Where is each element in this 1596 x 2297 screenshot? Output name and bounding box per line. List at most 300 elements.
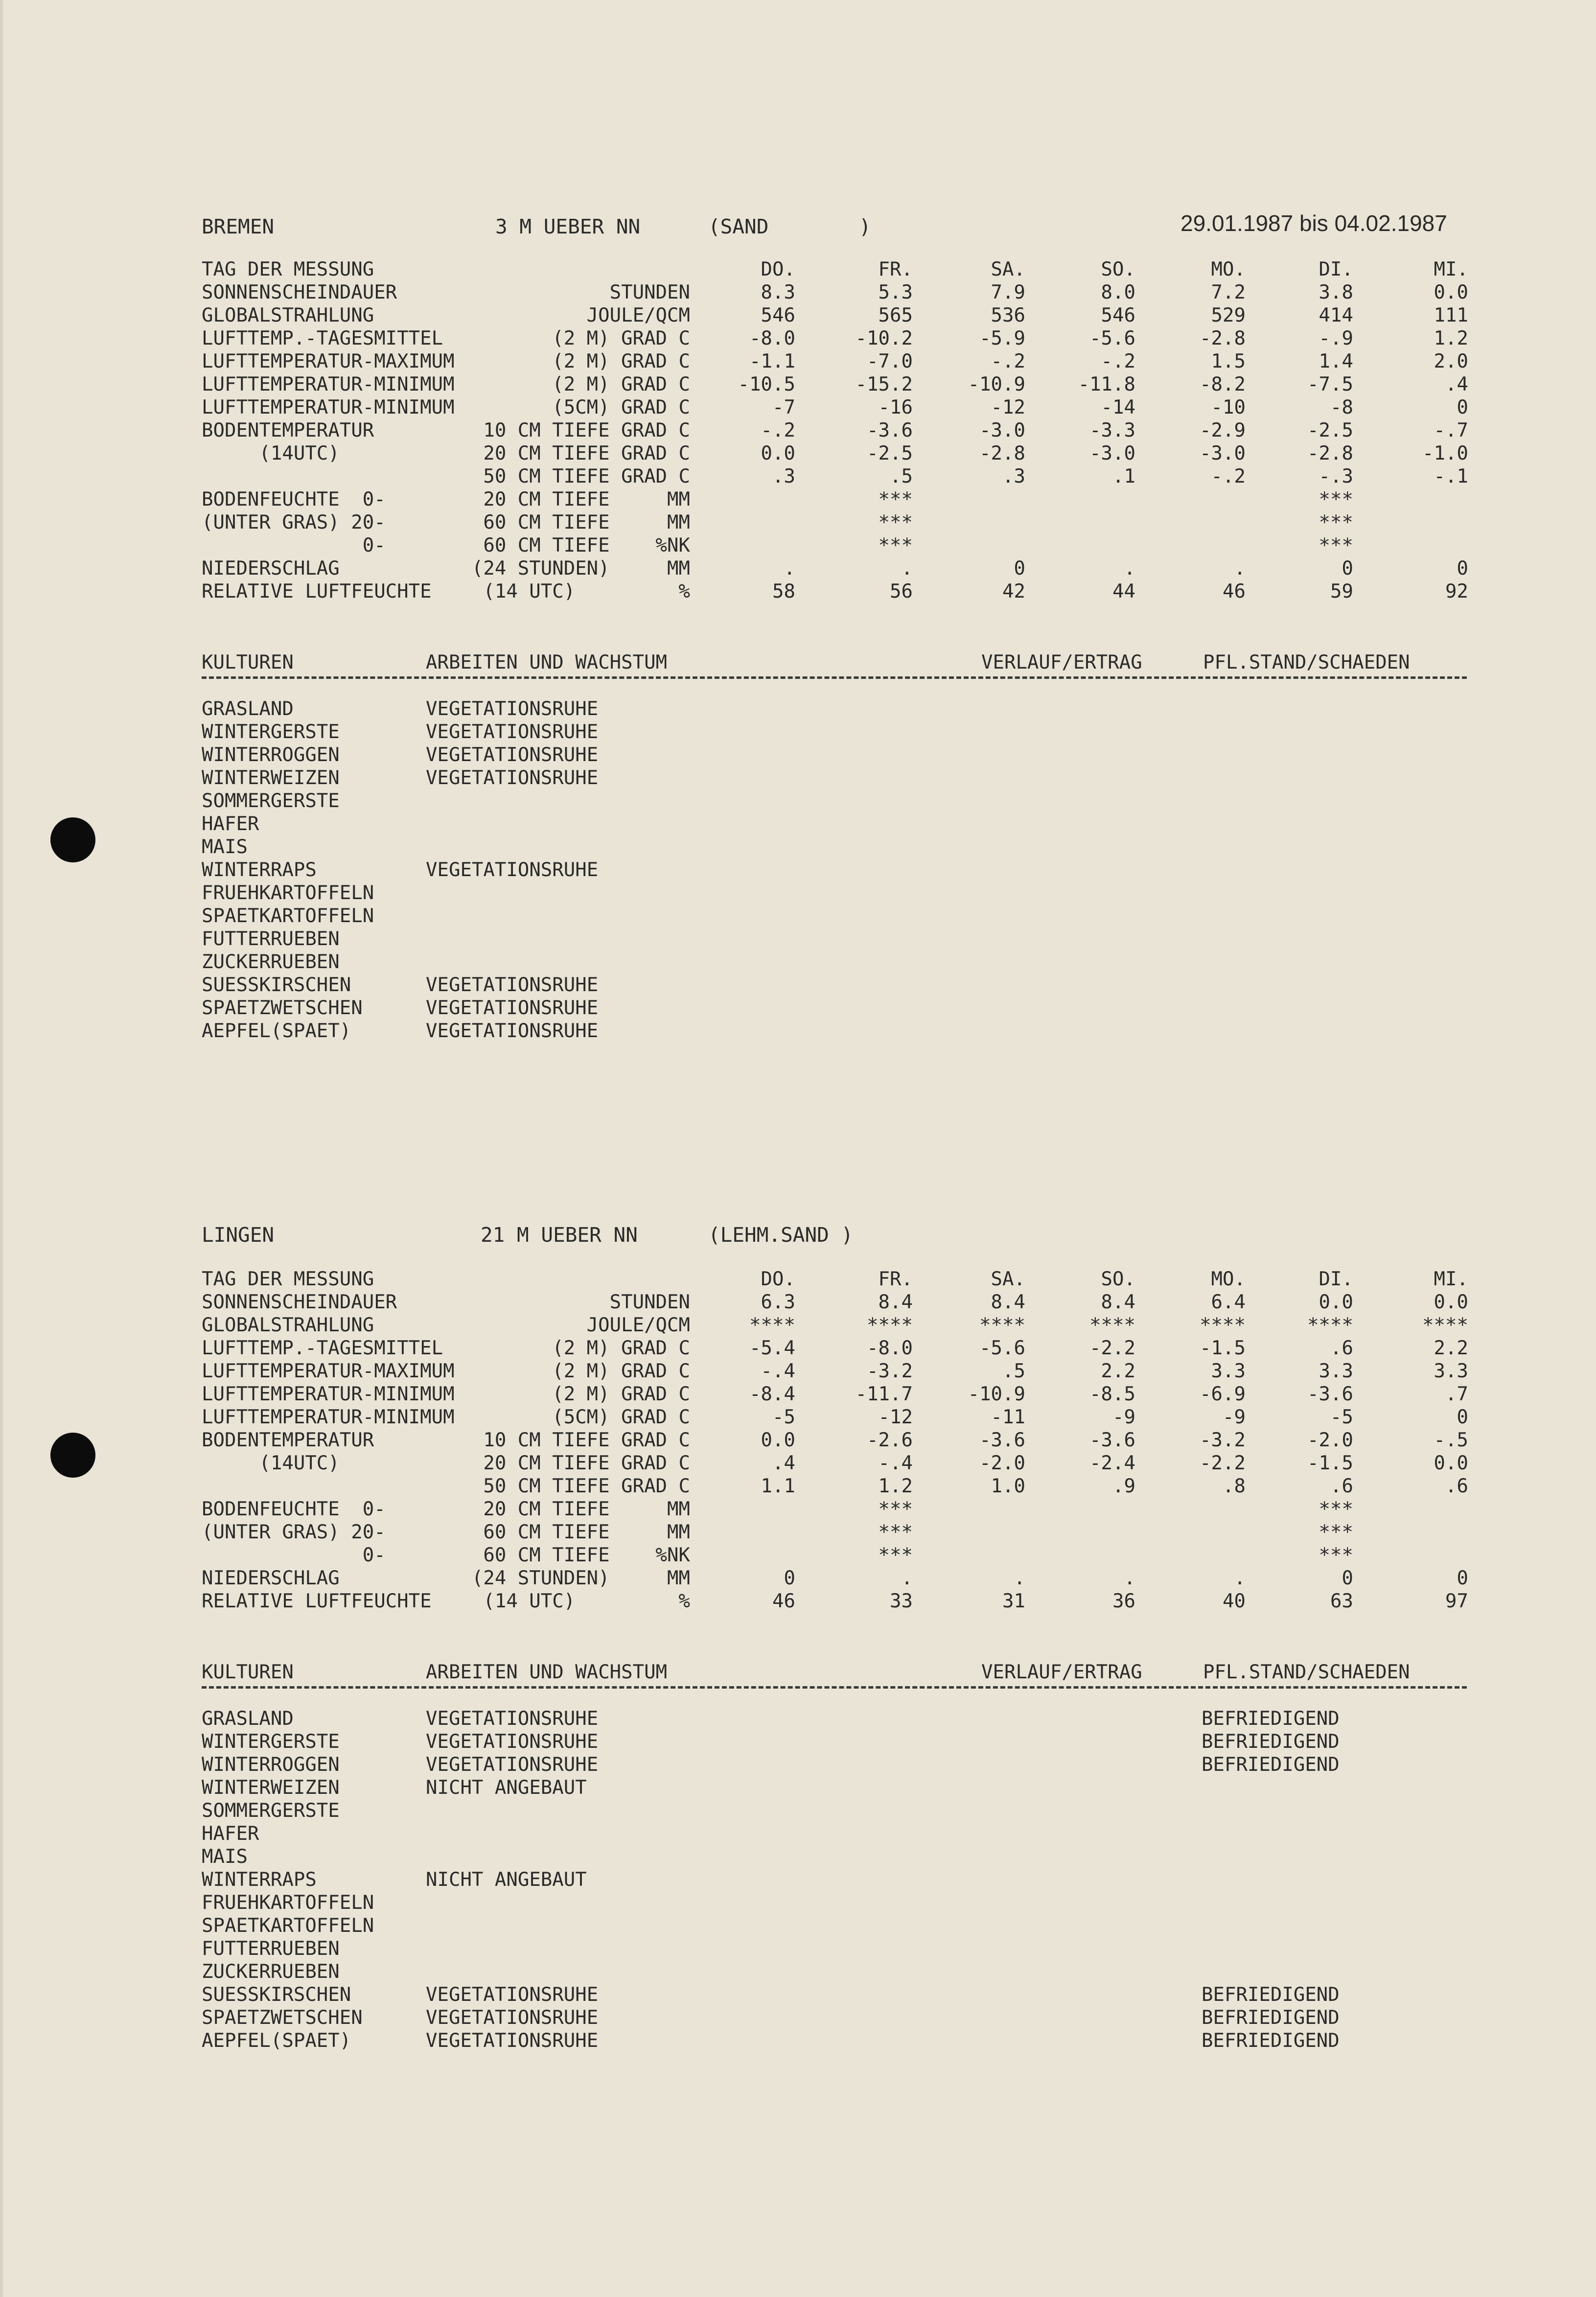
table-cell: 0 [1342,557,1353,580]
table-cell: 546 [1101,304,1135,326]
table-cell: -10.9 [968,1383,1025,1405]
header-divider [202,676,1467,679]
row-label: LUFTTEMP.-TAGESMITTEL [202,327,443,349]
table-cell: .6 [1330,1337,1353,1359]
punch-hole-lower [50,1433,95,1478]
culture-state: BEFRIEDIGEND [1202,1754,1340,1776]
culture-name: WINTERRAPS [202,859,317,881]
table-cell: .4 [1445,373,1468,395]
table-cell: .8 [1223,1475,1246,1497]
table-cell: *** [878,511,913,534]
table-cell: . [1124,1567,1135,1589]
row-unit: 60 CM TIEFE MM [483,511,690,534]
table-cell: -2.8 [979,442,1025,464]
table-cell: -10.5 [738,373,795,395]
row-unit: 60 CM TIEFE %NK [483,1544,690,1566]
table-cell: 92 [1445,580,1468,603]
table-cell: .4 [772,1452,795,1474]
table-cell: 0.0 [1318,1291,1353,1313]
day-header: MI. [1434,258,1468,280]
table-cell: -2.8 [1200,327,1246,349]
row-unit: (2 M) GRAD C [552,350,690,372]
table-cell: 97 [1445,1590,1468,1612]
culture-work: VEGETATIONSRUHE [426,859,599,881]
table-cell: 5.3 [878,281,913,303]
table-cell: -11.8 [1078,373,1135,395]
row-unit: 60 CM TIEFE MM [483,1521,690,1543]
row-label: SONNENSCHEINDAUER [202,281,397,303]
table-cell: 0.0 [1434,281,1468,303]
day-header: FR. [878,1268,913,1290]
table-cell: **** [1089,1314,1135,1336]
table-cell: -.7 [1434,419,1468,441]
day-header: DO. [761,1268,795,1290]
row-unit: 20 CM TIEFE GRAD C [483,1452,690,1474]
table-cell: **** [1422,1314,1468,1336]
table-cell: .5 [890,465,913,487]
table-cell: 40 [1223,1590,1246,1612]
table-cell: *** [1318,1498,1353,1520]
table-cell: . [1234,557,1246,580]
row-label: TAG DER MESSUNG [202,1268,374,1290]
table-cell: -8.2 [1200,373,1246,395]
row-unit: (14 UTC) % [483,580,690,603]
day-header: MI. [1434,1268,1468,1290]
table-cell: -1.5 [1307,1452,1353,1474]
table-cell: **** [1200,1314,1246,1336]
station-elevation: 3 M UEBER NN [495,215,641,238]
table-cell: *** [1318,1544,1353,1566]
table-cell: -.4 [878,1452,913,1474]
table-cell: -.9 [1318,327,1353,349]
day-header: FR. [878,258,913,280]
table-cell: .9 [1112,1475,1135,1497]
culture-work: VEGETATIONSRUHE [426,698,599,720]
row-unit: 10 CM TIEFE GRAD C [483,1429,690,1451]
table-cell: -8.4 [749,1383,795,1405]
table-cell: -3.0 [1200,442,1246,464]
day-header: SO. [1101,258,1135,280]
culture-name: SPAETKARTOFFELN [202,1915,374,1937]
table-cell: 0 [1457,1567,1468,1589]
table-cell: -12 [878,1406,913,1428]
row-label: LUFTTEMP.-TAGESMITTEL [202,1337,443,1359]
row-label: (14UTC) [202,1452,340,1474]
table-cell: 36 [1112,1590,1135,1612]
table-cell: 1.2 [878,1475,913,1497]
row-unit: (5CM) GRAD C [552,1406,690,1428]
row-label: LUFTTEMPERATUR-MINIMUM [202,1383,455,1405]
table-cell: *** [1318,534,1353,557]
culture-name: WINTERRAPS [202,1869,317,1891]
table-cell: 3.3 [1211,1360,1246,1382]
table-cell: *** [1318,1521,1353,1543]
table-cell: 3.3 [1318,1360,1353,1382]
table-cell: . [1014,1567,1025,1589]
table-cell: 111 [1434,304,1468,326]
culture-name: FUTTERRUEBEN [202,928,340,950]
culture-work: VEGETATIONSRUHE [426,1020,599,1042]
table-cell: -5.9 [979,327,1025,349]
table-cell: **** [979,1314,1025,1336]
row-label: LUFTTEMPERATUR-MINIMUM [202,373,455,395]
culture-work: NICHT ANGEBAUT [426,1777,587,1799]
row-label: RELATIVE LUFTFEUCHTE [202,1590,432,1612]
table-cell: -8.0 [867,1337,913,1359]
row-label: LUFTTEMPERATUR-MAXIMUM [202,350,455,372]
table-cell: . [1124,557,1135,580]
day-header: MO. [1211,1268,1246,1290]
table-cell: 414 [1318,304,1353,326]
row-unit: (5CM) GRAD C [552,396,690,418]
culture-name: GRASLAND [202,1708,294,1730]
station-soil-close: ) [859,215,871,238]
row-label: SONNENSCHEINDAUER [202,1291,397,1313]
culture-name: SOMMERGERSTE [202,1800,340,1822]
table-cell: 565 [878,304,913,326]
table-cell: 6.4 [1211,1291,1246,1313]
table-cell: -10 [1211,396,1246,418]
table-cell: *** [1318,511,1353,534]
col-header-arbeiten: ARBEITEN UND WACHSTUM [426,651,668,673]
table-cell: .7 [1445,1383,1468,1405]
table-cell: 2.0 [1434,350,1468,372]
table-cell: -.4 [761,1360,795,1382]
table-cell: 8.4 [1101,1291,1135,1313]
culture-name: WINTERROGGEN [202,744,340,766]
table-cell: .6 [1445,1475,1468,1497]
row-unit: (2 M) GRAD C [552,373,690,395]
table-cell: -2.0 [1307,1429,1353,1451]
table-cell: 8.4 [878,1291,913,1313]
table-cell: -2.2 [1200,1452,1246,1474]
table-cell: *** [1318,488,1353,510]
culture-name: SPAETZWETSCHEN [202,997,363,1019]
table-cell: 56 [890,580,913,603]
table-cell: -10.9 [968,373,1025,395]
table-cell: *** [878,1498,913,1520]
table-cell: -3.3 [1089,419,1135,441]
table-cell: -2.6 [867,1429,913,1451]
table-cell: 46 [1223,580,1246,603]
row-label: RELATIVE LUFTFEUCHTE [202,580,432,603]
table-cell: -3.6 [1307,1383,1353,1405]
day-header: DI. [1318,258,1353,280]
table-cell: **** [749,1314,795,1336]
table-cell: -10.2 [855,327,913,349]
table-cell: -7 [772,396,795,418]
table-cell: 0 [1457,396,1468,418]
table-cell: -1.1 [749,350,795,372]
col-header-verlauf: VERLAUF/ERTRAG [981,651,1142,673]
culture-work: VEGETATIONSRUHE [426,1731,599,1753]
day-header: DO. [761,258,795,280]
table-cell: -2.4 [1089,1452,1135,1474]
table-cell: -8.5 [1089,1383,1135,1405]
culture-work: VEGETATIONSRUHE [426,974,599,996]
table-cell: 7.9 [991,281,1025,303]
culture-work: VEGETATIONSRUHE [426,2007,599,2029]
table-cell: -3.2 [1200,1429,1246,1451]
table-cell: 2.2 [1434,1337,1468,1359]
row-unit: 10 CM TIEFE GRAD C [483,419,690,441]
row-unit: JOULE/QCM [586,304,690,326]
row-label: NIEDERSCHLAG [202,557,340,580]
table-cell: -12 [991,396,1025,418]
col-header-arbeiten: ARBEITEN UND WACHSTUM [426,1661,668,1683]
culture-name: ZUCKERRUEBEN [202,1961,340,1983]
table-cell: 63 [1330,1590,1353,1612]
row-unit: STUNDEN [609,1291,690,1313]
culture-state: BEFRIEDIGEND [1202,1731,1340,1753]
table-cell: -.2 [761,419,795,441]
culture-work: VEGETATIONSRUHE [426,767,599,789]
table-cell: 3.8 [1318,281,1353,303]
table-cell: . [1234,1567,1246,1589]
station-name: LINGEN [202,1223,275,1247]
culture-name: SPAETKARTOFFELN [202,905,374,927]
table-cell: -3.0 [979,419,1025,441]
table-cell: 3.3 [1434,1360,1468,1382]
day-header: MO. [1211,258,1246,280]
table-cell: -.5 [1434,1429,1468,1451]
culture-name: MAIS [202,1846,248,1868]
table-cell: *** [878,1521,913,1543]
table-cell: 44 [1112,580,1135,603]
punch-hole-upper [50,817,95,862]
table-cell: 0 [1457,1406,1468,1428]
station-name: BREMEN [202,215,275,238]
table-cell: . [901,1567,913,1589]
culture-work: VEGETATIONSRUHE [426,1708,599,1730]
table-cell: -11 [991,1406,1025,1428]
table-cell: 0.0 [761,1429,795,1451]
station-soil: (LEHM.SAND ) [708,1223,854,1247]
culture-name: AEPFEL(SPAET) [202,1020,351,1042]
row-label: GLOBALSTRAHLUNG [202,1314,374,1336]
culture-name: AEPFEL(SPAET) [202,2030,351,2052]
row-unit: STUNDEN [609,281,690,303]
culture-name: SUESSKIRSCHEN [202,1984,351,2006]
table-cell: **** [867,1314,913,1336]
row-label: NIEDERSCHLAG [202,1567,340,1589]
table-cell: -3.0 [1089,442,1135,464]
culture-name: FUTTERRUEBEN [202,1938,340,1960]
table-cell: 2.2 [1101,1360,1135,1382]
table-cell: .3 [1002,465,1025,487]
table-cell: *** [878,488,913,510]
table-cell: 0.0 [1434,1452,1468,1474]
culture-name: WINTERGERSTE [202,721,340,743]
table-cell: -3.6 [1089,1429,1135,1451]
row-label: 0- [202,1544,386,1566]
table-cell: -2.2 [1089,1337,1135,1359]
table-cell: -3.6 [979,1429,1025,1451]
row-unit: 50 CM TIEFE GRAD C [483,1475,690,1497]
table-cell: 1.1 [761,1475,795,1497]
row-unit: 60 CM TIEFE %NK [483,534,690,557]
culture-name: FRUEHKARTOFFELN [202,882,374,904]
table-cell: 0.0 [761,442,795,464]
table-cell: 8.4 [991,1291,1025,1313]
culture-name: WINTERWEIZEN [202,767,340,789]
table-cell: -2.5 [1307,419,1353,441]
culture-work: VEGETATIONSRUHE [426,997,599,1019]
table-cell: . [784,557,795,580]
row-label: (14UTC) [202,442,340,464]
table-cell: 33 [890,1590,913,1612]
table-cell: -5 [1330,1406,1353,1428]
row-label: BODENFEUCHTE 0- [202,488,386,510]
table-cell: -2.9 [1200,419,1246,441]
row-label: LUFTTEMPERATUR-MAXIMUM [202,1360,455,1382]
table-cell: -15.2 [855,373,913,395]
culture-work: VEGETATIONSRUHE [426,1754,599,1776]
culture-state: BEFRIEDIGEND [1202,2007,1340,2029]
table-cell: 42 [1002,580,1025,603]
culture-name: ZUCKERRUEBEN [202,951,340,973]
table-cell: 0 [1014,557,1025,580]
table-cell: -7.0 [867,350,913,372]
table-cell: .5 [1002,1360,1025,1382]
culture-state: BEFRIEDIGEND [1202,2030,1340,2052]
row-label: BODENTEMPERATUR [202,1429,374,1451]
row-unit: (2 M) GRAD C [552,327,690,349]
col-header-verlauf: VERLAUF/ERTRAG [981,1661,1142,1683]
table-cell: -.1 [1434,465,1468,487]
table-cell: -3.2 [867,1360,913,1382]
row-unit: (24 STUNDEN) MM [471,557,690,580]
table-cell: 6.3 [761,1291,795,1313]
culture-name: SOMMERGERSTE [202,790,340,812]
culture-work: VEGETATIONSRUHE [426,744,599,766]
table-cell: -8.0 [749,327,795,349]
table-cell: -6.9 [1200,1383,1246,1405]
station-elevation: 21 M UEBER NN [481,1223,638,1247]
row-unit: 20 CM TIEFE MM [483,1498,690,1520]
row-unit: (2 M) GRAD C [552,1337,690,1359]
table-cell: -9 [1112,1406,1135,1428]
table-cell: .3 [772,465,795,487]
table-cell: -5.6 [1089,327,1135,349]
table-cell: 7.2 [1211,281,1246,303]
table-cell: -16 [878,396,913,418]
row-unit: 20 CM TIEFE MM [483,488,690,510]
row-label: BODENFEUCHTE 0- [202,1498,386,1520]
culture-work: VEGETATIONSRUHE [426,1984,599,2006]
day-header: SO. [1101,1268,1135,1290]
table-cell: -3.6 [867,419,913,441]
table-cell: -.3 [1318,465,1353,487]
row-unit: (2 M) GRAD C [552,1360,690,1382]
table-cell: 1.2 [1434,327,1468,349]
col-header-kulturen: KULTUREN [202,651,294,673]
culture-name: MAIS [202,836,248,858]
table-cell: *** [878,1544,913,1566]
table-cell: -9 [1223,1406,1246,1428]
row-label: LUFTTEMPERATUR-MINIMUM [202,396,455,418]
row-unit: (24 STUNDEN) MM [471,1567,690,1589]
table-cell: . [901,557,913,580]
station-soil: (SAND [708,215,769,238]
culture-name: WINTERGERSTE [202,1731,340,1753]
row-unit: (14 UTC) % [483,1590,690,1612]
col-header-pfl-stand: PFL.STAND/SCHAEDEN [1203,1661,1410,1683]
table-cell: -1.0 [1422,442,1468,464]
table-cell: 1.0 [991,1475,1025,1497]
table-cell: 8.0 [1101,281,1135,303]
table-cell: -7.5 [1307,373,1353,395]
table-cell: 58 [772,580,795,603]
table-cell: .6 [1330,1475,1353,1497]
row-unit: 50 CM TIEFE GRAD C [483,465,690,487]
table-cell: -14 [1101,396,1135,418]
table-cell: 31 [1002,1590,1025,1612]
table-cell: 0 [784,1567,795,1589]
culture-name: WINTERWEIZEN [202,1777,340,1799]
table-cell: *** [878,534,913,557]
table-cell: -2.5 [867,442,913,464]
table-cell: **** [1307,1314,1353,1336]
col-header-kulturen: KULTUREN [202,1661,294,1683]
table-cell: 536 [991,304,1025,326]
table-cell: -1.5 [1200,1337,1246,1359]
table-cell: -5.6 [979,1337,1025,1359]
row-unit: JOULE/QCM [586,1314,690,1336]
table-cell: 46 [772,1590,795,1612]
culture-name: GRASLAND [202,698,294,720]
table-cell: -2.8 [1307,442,1353,464]
row-label: GLOBALSTRAHLUNG [202,304,374,326]
row-label: BODENTEMPERATUR [202,419,374,441]
culture-name: HAFER [202,1823,259,1845]
table-cell: 529 [1211,304,1246,326]
culture-state: BEFRIEDIGEND [1202,1708,1340,1730]
table-cell: 0 [1457,557,1468,580]
table-cell: -11.7 [855,1383,913,1405]
day-header: SA. [991,258,1025,280]
table-cell: 59 [1330,580,1353,603]
day-header: SA. [991,1268,1025,1290]
table-cell: -.2 [991,350,1025,372]
table-cell: -2.0 [979,1452,1025,1474]
culture-name: SUESSKIRSCHEN [202,974,351,996]
header-divider [202,1686,1467,1689]
culture-work: VEGETATIONSRUHE [426,2030,599,2052]
culture-name: FRUEHKARTOFFELN [202,1892,374,1914]
row-label: (UNTER GRAS) 20- [202,1521,386,1543]
culture-name: HAFER [202,813,259,835]
row-label: (UNTER GRAS) 20- [202,511,386,534]
culture-name: WINTERROGGEN [202,1754,340,1776]
table-cell: -.2 [1211,465,1246,487]
table-cell: -8 [1330,396,1353,418]
row-label: LUFTTEMPERATUR-MINIMUM [202,1406,455,1428]
table-cell: -.2 [1101,350,1135,372]
row-label: TAG DER MESSUNG [202,258,374,280]
table-cell: -5 [772,1406,795,1428]
culture-work: VEGETATIONSRUHE [426,721,599,743]
table-cell: .1 [1112,465,1135,487]
culture-state: BEFRIEDIGEND [1202,1984,1340,2006]
col-header-pfl-stand: PFL.STAND/SCHAEDEN [1203,651,1410,673]
day-header: DI. [1318,1268,1353,1290]
row-label: 0- [202,534,386,557]
table-cell: 546 [761,304,795,326]
table-cell: 1.4 [1318,350,1353,372]
table-cell: 0 [1342,1567,1353,1589]
table-cell: 8.3 [761,281,795,303]
